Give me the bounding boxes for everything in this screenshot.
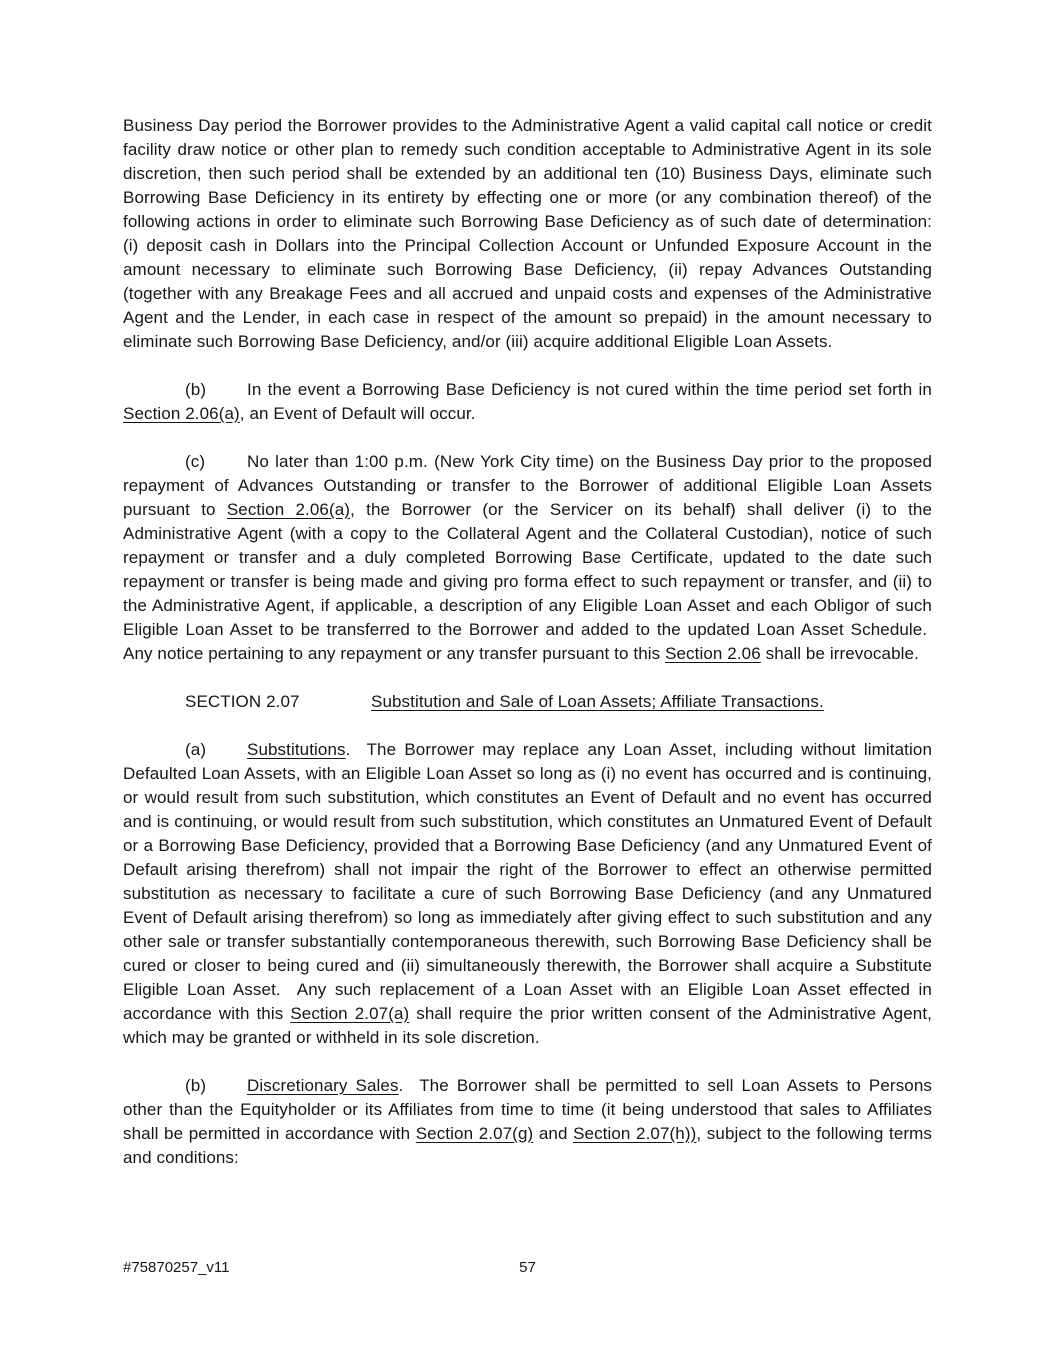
text-run: No later than 1:00 p.m. (New York City time) on the Business Day prior to the proposed repayment of Advances Outstanding or transfer to the Borrower of additional Eligible Loan Assets pursuant to <box>123 452 932 519</box>
underlined-reference: Substitutions <box>247 740 346 759</box>
text-run: . The Borrower may replace any Loan Asset, including without limitation Defaulted Loan Assets, with an Eligible Loan Asset so long as (i) no event has occurred and is continuing, or would result from such substitution, which constitutes an Event of Default and no event has occurred and is continuing, or would result from such substitution, which constitutes an Unmatured Event of Default or a Borrowing Base Deficiency, provided that a Borrowing Base Deficiency (and any Unmatured Event of Default arising therefrom) shall not impair the right of the Borrower to effect an otherwise permitted substitution as necessary to facilitate a cure of such Borrowing Base Deficiency (and any Unmatured Event of Default arising therefrom) so long as immediately after giving effect to such substitution and any other sale or transfer substantially contemporaneous therewith, such Borrowing Base Deficiency shall be cured or closer to being cured and (ii) simultaneously therewith, the Borrower shall acquire a Substitute Eligible Loan Asset. Any such replacement of a Loan Asset with an Eligible Loan Asset effected in accordance with this <box>123 740 932 1023</box>
text-run: and <box>533 1124 574 1143</box>
underlined-reference: Section 2.07(a) <box>290 1004 410 1023</box>
footer-page-number: 57 <box>519 1259 536 1276</box>
underlined-reference: Section 2.06(a) <box>226 500 351 519</box>
paragraph-letter: (a) <box>185 740 207 759</box>
text-run: Business Day period the Borrower provides to the Administrative Agent a valid capital call notice or credit facility draw notice or other plan to remedy such condition acceptable to Administrative Agent in its sole discretion, then such period shall be extended by an additional ten (10) Business Days, eliminate such Borrowing Base Deficiency in its entirety by effecting one or more (or any combination thereof) of the following actions in order to eliminate such Borrowing Base Deficiency as of such date of determination: (i) deposit cash in Dollars into the Principal Collection Account or Unfunded Exposure Account in the amount necessary to eliminate such Borrowing Base Deficiency, (ii) repay Advances Outstanding (together with any Breakage Fees and all accrued and unpaid costs and expenses of the Administrative Agent and the Lender, in each case in respect of the amount so prepaid) in the amount necessary to eliminate such Borrowing Base Deficiency, and/or (iii) acquire additional Eligible Loan Assets. <box>123 116 932 351</box>
text-run: , an Event of Default will occur. <box>239 404 476 423</box>
underlined-reference: Discretionary Sales <box>247 1076 399 1095</box>
text-run: , subject to the following terms and conditions: <box>123 1124 932 1167</box>
text-run: shall be irrevocable. <box>760 644 919 663</box>
document-body <box>123 114 932 1194</box>
paragraph <box>123 450 932 666</box>
paragraph-letter: (b) <box>185 1076 207 1095</box>
text-run: , the Borrower (or the Servicer on its behalf) shall deliver (i) to the Administrative Agent (with a copy to the Collateral Agent and the Collateral Custodian), notice of such repayment or transfer and a duly completed Borrowing Base Certificate, updated to the date such repayment or transfer is being made and giving pro forma effect to such repayment or transfer, and (ii) to the Administrative Agent, if applicable, a description of any Eligible Loan Asset and each Obligor of such Eligible Loan Asset to be transferred to the Borrower and added to the updated Loan Asset Schedule. Any notice pertaining to any repayment or any transfer pursuant to this <box>123 500 932 663</box>
paragraph <box>123 738 932 1050</box>
underlined-reference: Section 2.06 <box>665 644 761 663</box>
paragraph <box>123 1074 932 1170</box>
section-heading <box>123 690 932 714</box>
text-run: shall require the prior written consent of the Administrative Agent, which may be granted or withheld in its sole discretion. <box>123 1004 932 1047</box>
footer-doc-id: #75870257_v11 <box>123 1259 230 1276</box>
paragraph <box>123 378 932 426</box>
text-run: In the event a Borrowing Base Deficiency is not cured within the time period set forth in <box>247 380 932 399</box>
underlined-reference: Section 2.07(h)) <box>573 1124 697 1143</box>
paragraph <box>123 114 932 354</box>
paragraph-letter: (b) <box>185 380 207 399</box>
underlined-reference: Section 2.06(a) <box>123 404 240 423</box>
text-run: . The Borrower shall be permitted to sell Loan Assets to Persons other than the Equityholder or its Affiliates from time to time (it being understood that sales to Affiliates shall be permitted in accordance with <box>123 1076 932 1143</box>
paragraph-letter: (c) <box>185 452 206 471</box>
section-number: SECTION 2.07 <box>185 692 300 711</box>
underlined-reference: Substitution and Sale of Loan Assets; Affiliate Transactions. <box>371 692 824 711</box>
underlined-reference: Section 2.07(g) <box>415 1124 534 1143</box>
